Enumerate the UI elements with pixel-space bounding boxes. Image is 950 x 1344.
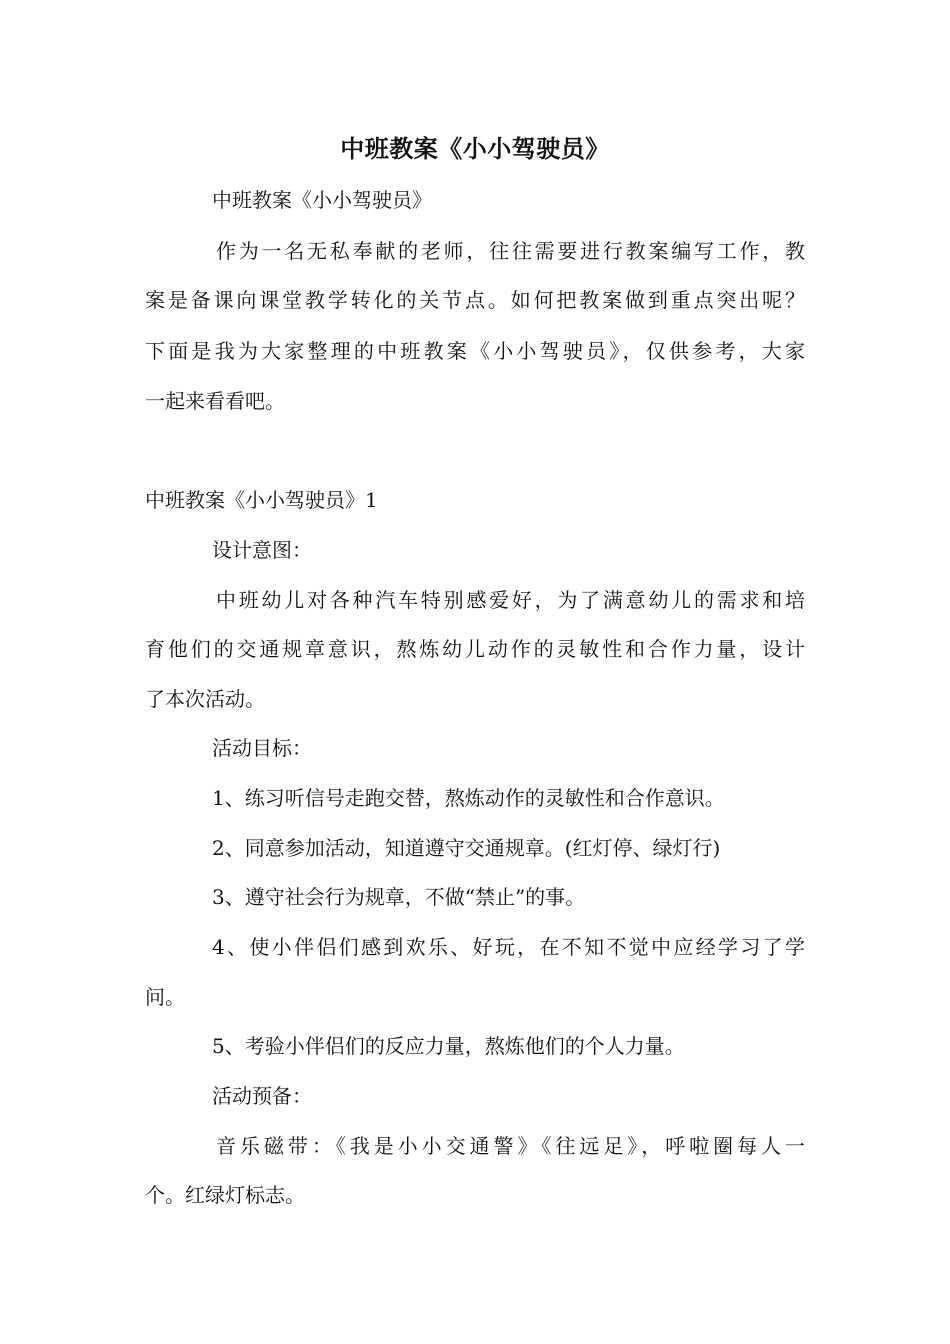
preparation-line-2: 个。红绿灯标志。 (145, 1183, 305, 1207)
design-intent-line-3: 了本次活动。 (145, 687, 265, 711)
goal-item-2: 2、同意参加活动，知道遵守交通规章。(红灯停、绿灯行) (212, 836, 721, 860)
goal-item-4: 4、使小伴侣们感到欢乐、好玩，在不知不觉中应经学习了学 (212, 935, 805, 959)
design-intent-line-2: 育他们的交通规章意识，熬炼幼儿动作的灵敏性和合作力量，设计 (145, 637, 805, 661)
intro-line-1: 作为一名无私奉献的老师，往往需要进行教案编写工作，教 (216, 239, 805, 263)
intro-line-4: 一起来看看吧。 (145, 389, 285, 413)
design-intent-heading: 设计意图： (212, 538, 312, 562)
preparation-line-1: 音乐磁带：《我是小小交通警》《往远足》，呼啦圈每人一 (216, 1134, 805, 1158)
goal-item-5: 5、考验小伴侣们的反应力量，熬炼他们的个人力量。 (212, 1034, 685, 1058)
design-intent-line-1: 中班幼儿对各种汽车特别感爱好，为了满意幼儿的需求和培 (216, 588, 805, 612)
document-title: 中班教案《小小驾驶员》 (340, 134, 610, 163)
intro-line-2: 案是备课向课堂教学转化的关节点。如何把教案做到重点突出呢？ (145, 288, 805, 312)
preparation-heading: 活动预备： (212, 1084, 312, 1108)
goal-item-4-cont: 问。 (145, 985, 185, 1009)
intro-line-3: 下面是我为大家整理的中班教案《小小驾驶员》，仅供参考，大家 (145, 339, 805, 363)
goals-heading: 活动目标： (212, 736, 312, 760)
section-heading: 中班教案《小小驾驶员》1 (145, 488, 378, 512)
goal-item-3: 3、遵守社会行为规章，不做“禁止”的事。 (212, 885, 586, 909)
goal-item-1: 1、练习听信号走跑交替，熬炼动作的灵敏性和合作意识。 (212, 786, 725, 810)
subtitle-line: 中班教案《小小驾驶员》 (212, 188, 432, 212)
